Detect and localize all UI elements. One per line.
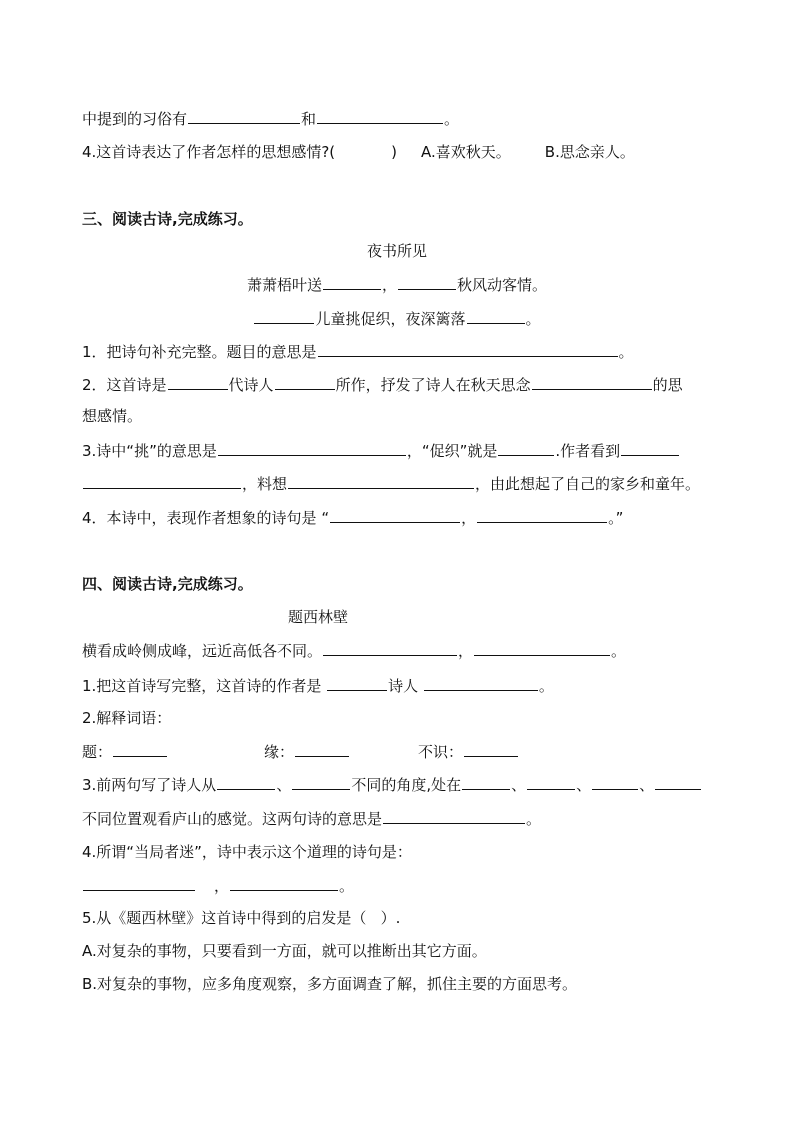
text: 萧萧梧叶送	[246, 276, 322, 294]
text: ，	[458, 642, 474, 660]
answer-blank[interactable]	[218, 440, 406, 456]
text: .作者看到	[555, 442, 621, 460]
s4-q4-answer	[82, 875, 354, 895]
option-a: A.喜欢秋天。	[421, 143, 511, 161]
section3-heading: 三、阅读古诗,完成练习。	[82, 210, 253, 228]
text: 诗人	[388, 677, 423, 695]
question-text: 4.这首诗表达了作者怎样的思想感情?(	[82, 143, 336, 161]
answer-blank[interactable]	[288, 473, 474, 489]
answer-blank[interactable]	[592, 774, 638, 790]
text: 、	[576, 776, 592, 794]
s3-q3	[82, 440, 680, 460]
text: 、	[639, 776, 655, 794]
text: 横看成岭侧成峰，远近高低各不同。	[82, 642, 323, 660]
term-label: 不识：	[418, 743, 464, 761]
answer-blank[interactable]	[188, 108, 300, 124]
s4-q2-term-1	[82, 741, 168, 761]
s2-q4	[82, 142, 635, 162]
question-text: 2．这首诗是	[82, 376, 167, 394]
text: 。”	[608, 509, 624, 527]
poem-title: 题西林壁	[288, 608, 349, 626]
s4-q5: 5.从《题西林壁》这首诗中得到的启发是（ ）.	[82, 909, 401, 927]
s4-q4: 4.所谓“当局者迷”，诗中表示这个道理的诗句是：	[82, 843, 412, 861]
s4-poem-line	[82, 640, 626, 660]
s4-q2-term-2	[264, 741, 350, 761]
question-text: 4．本诗中，表现作者想象的诗句是 “	[82, 509, 330, 527]
answer-blank[interactable]	[230, 875, 338, 891]
text: 代诗人	[228, 376, 274, 394]
s4-q3	[82, 774, 702, 794]
text: 、	[276, 776, 292, 794]
question-text: 3.前两句写了诗人从	[82, 776, 217, 794]
s4-q5-option-a: A.对复杂的事物，只要看到一方面，就可以推断出其它方面。	[82, 942, 487, 960]
answer-blank[interactable]	[292, 774, 350, 790]
text: 儿童挑促织，夜深篱落	[315, 310, 466, 328]
answer-blank[interactable]	[168, 374, 228, 390]
text: ，	[214, 877, 230, 895]
answer-blank[interactable]	[477, 507, 607, 523]
text: 秋风动客情。	[457, 276, 548, 294]
text: 。	[444, 110, 460, 128]
s3-q4	[82, 507, 623, 527]
text: 。	[618, 343, 634, 361]
answer-blank[interactable]	[113, 741, 167, 757]
answer-blank[interactable]	[317, 108, 443, 124]
answer-blank[interactable]	[83, 875, 195, 891]
answer-blank[interactable]	[527, 774, 575, 790]
answer-blank[interactable]	[621, 440, 679, 456]
text: ，“促织”就是	[406, 442, 498, 460]
text: 所作，抒发了诗人在秋天思念	[335, 376, 531, 394]
text: ，	[381, 276, 397, 294]
s4-q5-option-b: B.对复杂的事物，应多角度观察，多方面调查了解，抓住主要的方面思考。	[82, 975, 578, 993]
answer-blank[interactable]	[217, 774, 275, 790]
section4-heading: 四、阅读古诗,完成练习。	[82, 575, 253, 593]
text: ，料想	[242, 475, 288, 493]
answer-blank[interactable]	[275, 374, 335, 390]
s4-q3-cont	[82, 808, 541, 828]
text: 。	[611, 642, 627, 660]
answer-blank[interactable]	[383, 808, 525, 824]
text: 。	[525, 310, 541, 328]
answer-blank[interactable]	[498, 440, 554, 456]
question-text: 1.把这首诗写完整，这首诗的作者是	[82, 677, 327, 695]
answer-blank[interactable]	[474, 640, 610, 656]
text: 和	[301, 110, 317, 128]
term-label: 题：	[82, 743, 113, 761]
answer-blank[interactable]	[398, 274, 456, 290]
s4-q1	[82, 675, 554, 695]
poem-line-1	[0, 274, 794, 294]
answer-blank[interactable]	[532, 374, 652, 390]
term-label: 缘：	[264, 743, 295, 761]
answer-blank[interactable]	[327, 675, 387, 691]
answer-blank[interactable]	[424, 675, 538, 691]
answer-blank[interactable]	[330, 507, 460, 523]
s3-q2-cont: 想感情。	[82, 407, 143, 425]
answer-blank[interactable]	[295, 741, 349, 757]
answer-blank[interactable]	[254, 308, 314, 324]
answer-blank[interactable]	[323, 640, 457, 656]
question-text: 3.诗中“挑”的意思是	[82, 442, 217, 460]
text: )	[391, 143, 397, 161]
answer-blank[interactable]	[83, 473, 241, 489]
text: 不同的角度,处在	[351, 776, 462, 794]
text: 。	[526, 810, 542, 828]
text: 。	[339, 877, 355, 895]
text: 。	[538, 677, 554, 695]
s4-q2-term-3	[418, 741, 519, 761]
text: 、	[511, 776, 527, 794]
text: 中提到的习俗有	[82, 110, 188, 128]
text: 不同位置观看庐山的感觉。这两句诗的意思是	[82, 810, 383, 828]
text: ，由此想起了自己的家乡和童年。	[475, 475, 701, 493]
question-text: 1．把诗句补充完整。题目的意思是	[82, 343, 317, 361]
text: 的思	[652, 376, 683, 394]
answer-blank[interactable]	[462, 774, 510, 790]
s3-q2	[82, 374, 683, 394]
answer-blank[interactable]	[655, 774, 701, 790]
poem-title: 夜书所见	[366, 242, 427, 260]
s3-q3-cont	[82, 473, 700, 493]
answer-blank[interactable]	[467, 308, 525, 324]
s3-q1	[82, 341, 634, 361]
s4-q2: 2.解释词语：	[82, 709, 172, 727]
s2-q3-tail	[82, 108, 459, 128]
poem-line-2	[0, 308, 794, 328]
option-b: B.思念亲人。	[544, 143, 635, 161]
answer-blank[interactable]	[318, 341, 618, 357]
answer-blank[interactable]	[323, 274, 381, 290]
answer-blank[interactable]	[464, 741, 518, 757]
text: ，	[461, 509, 477, 527]
